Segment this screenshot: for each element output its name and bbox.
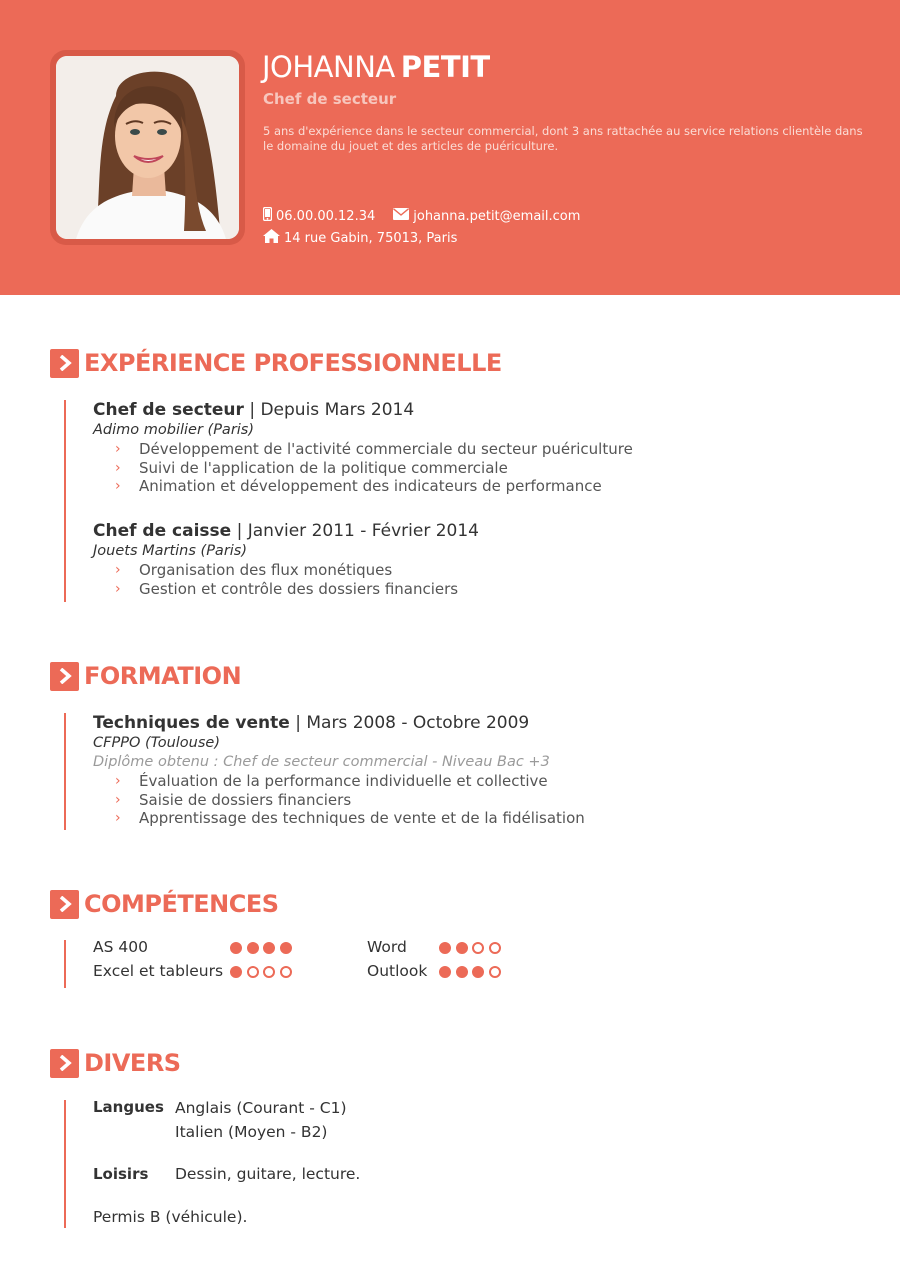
section-label: FORMATION [84, 662, 242, 690]
email-address: johanna.petit@email.com [413, 208, 581, 224]
rating-dot-empty [489, 966, 501, 978]
experience-entry: Chef de secteur | Depuis Mars 2014 Adimo mobilier (Paris) › Développement de l'activité commerciale du secteur puériculture › Suivi de l'application de la politique commerciale › Animation et développement des indicateurs de performance [93, 400, 853, 496]
rating-dot-empty [472, 942, 484, 954]
entry-role: Chef de caisse [93, 521, 232, 541]
list-item: › Évaluation de la performance individuelle et collective [115, 772, 548, 790]
rating-dot-filled [230, 966, 242, 978]
rating-dot-filled [280, 942, 292, 954]
languages-label: Langues [93, 1098, 164, 1116]
experience-entry: Chef de caisse | Janvier 2011 - Février 2014 Jouets Martins (Paris) › Organisation des flux monétiques › Gestion et contrôle des dossiers financiers [93, 521, 853, 598]
list-item: › Saisie de dossiers financiers [115, 790, 352, 809]
bullet-chevron-icon: › [115, 791, 121, 808]
rating-dot-filled [247, 942, 259, 954]
skill-rating [439, 942, 505, 954]
bullet-chevron-icon: › [115, 562, 121, 578]
postal-address: 14 rue Gabin, 75013, Paris [284, 230, 458, 246]
section-rule [64, 940, 66, 988]
chevron-right-icon [50, 662, 79, 691]
chevron-right-icon [50, 349, 79, 378]
section-title-formation [50, 661, 241, 691]
skill-rating [230, 966, 296, 978]
hobbies-label: Loisirs [93, 1165, 149, 1183]
section-label: DIVERS [84, 1049, 181, 1077]
rating-dot-empty [280, 966, 292, 978]
entry-period: Janvier 2011 - Février 2014 [247, 521, 479, 541]
section-rule [64, 1100, 66, 1228]
rating-dot-filled [472, 966, 484, 978]
entry-organization: Adimo mobilier (Paris) [93, 422, 255, 438]
chevron-right-icon [50, 1049, 79, 1078]
contact-line-2 [263, 229, 457, 247]
home-icon [263, 229, 280, 247]
chevron-right-icon [50, 890, 79, 919]
bullet-chevron-icon: › [115, 478, 121, 494]
rating-dot-filled [439, 966, 451, 978]
section-label: EXPÉRIENCE PROFESSIONNELLE [84, 349, 502, 377]
entry-diploma: Diplôme obtenu : Chef de secteur commercial - Niveau Bac +3 [93, 754, 550, 770]
skill-name: Excel et tableurs [93, 962, 224, 980]
hobbies-value: Dessin, guitare, lecture. [175, 1165, 361, 1183]
skill-name: AS 400 [93, 938, 148, 956]
section-label: COMPÉTENCES [84, 890, 279, 918]
bullet-chevron-icon: › [115, 580, 121, 597]
bullet-chevron-icon: › [115, 459, 121, 476]
skill-name: Outlook [367, 962, 428, 980]
envelope-icon [393, 208, 409, 224]
rating-dot-filled [230, 942, 242, 954]
entry-bullets [115, 561, 853, 598]
languages-value-2: Italien (Moyen - B2) [175, 1123, 328, 1141]
first-name: JOHANNA [262, 50, 395, 84]
list-item: › Apprentissage des techniques de vente et de la fidélisation [115, 809, 585, 827]
profile-summary: 5 ans d'expérience dans le secteur commercial, dont 3 ans rattachée au service relations clientèle dans le domaine du jouet et des articles de puériculture. [263, 124, 863, 153]
rating-dot-empty [263, 966, 275, 978]
profile-photo [56, 56, 239, 239]
skill-rating [439, 966, 505, 978]
list-item: › Suivi de l'application de la politique commerciale [115, 458, 508, 477]
rating-dot-filled [456, 942, 468, 954]
phone-icon [263, 207, 272, 225]
entry-role: Techniques de vente [93, 713, 290, 733]
list-item: › Animation et développement des indicateurs de performance [115, 477, 602, 495]
skill-rating [230, 942, 296, 954]
section-title-divers [50, 1048, 181, 1078]
driving-license: Permis B (véhicule). [93, 1208, 248, 1226]
entry-organization: Jouets Martins (Paris) [93, 543, 248, 559]
rating-dot-filled [456, 966, 468, 978]
phone-number: 06.00.00.12.34 [276, 208, 376, 224]
entry-organization: CFPPO (Toulouse) [93, 735, 220, 751]
section-rule [64, 400, 66, 602]
section-rule [64, 713, 66, 830]
entry-role: Chef de secteur [93, 400, 244, 420]
candidate-name [262, 50, 490, 84]
rating-dot-filled [439, 942, 451, 954]
header-banner [0, 0, 900, 295]
skill-name: Word [367, 938, 407, 956]
list-item: › Organisation des flux monétiques [115, 561, 393, 579]
job-title: Chef de secteur [263, 90, 397, 108]
contact-line-1 [263, 207, 580, 225]
entry-bullets [115, 440, 853, 496]
languages-value-1: Anglais (Courant - C1) [175, 1099, 347, 1117]
bullet-chevron-icon: › [115, 773, 121, 789]
rating-dot-empty [489, 942, 501, 954]
section-title-experience [50, 348, 502, 378]
list-item: › Développement de l'activité commerciale du secteur puériculture [115, 440, 633, 458]
profile-photo-frame [50, 50, 245, 245]
rating-dot-filled [263, 942, 275, 954]
rating-dot-empty [247, 966, 259, 978]
bullet-chevron-icon: › [115, 810, 121, 826]
last-name: PETIT [400, 50, 490, 84]
entry-bullets [115, 772, 853, 828]
entry-period: Mars 2008 - Octobre 2009 [306, 713, 530, 733]
list-item: › Gestion et contrôle des dossiers financiers [115, 579, 459, 598]
bullet-chevron-icon: › [115, 441, 121, 457]
entry-period: Depuis Mars 2014 [260, 400, 415, 420]
section-title-skills [50, 889, 279, 919]
formation-entry: Techniques de vente | Mars 2008 - Octobre 2009 CFPPO (Toulouse) Diplôme obtenu : Chef de secteur commercial - Niveau Bac +3 › Évaluation de la performance individuelle et collective › Saisie de dossiers financiers › Apprentissage des techniques de vente et de la fidélisation [93, 713, 853, 828]
